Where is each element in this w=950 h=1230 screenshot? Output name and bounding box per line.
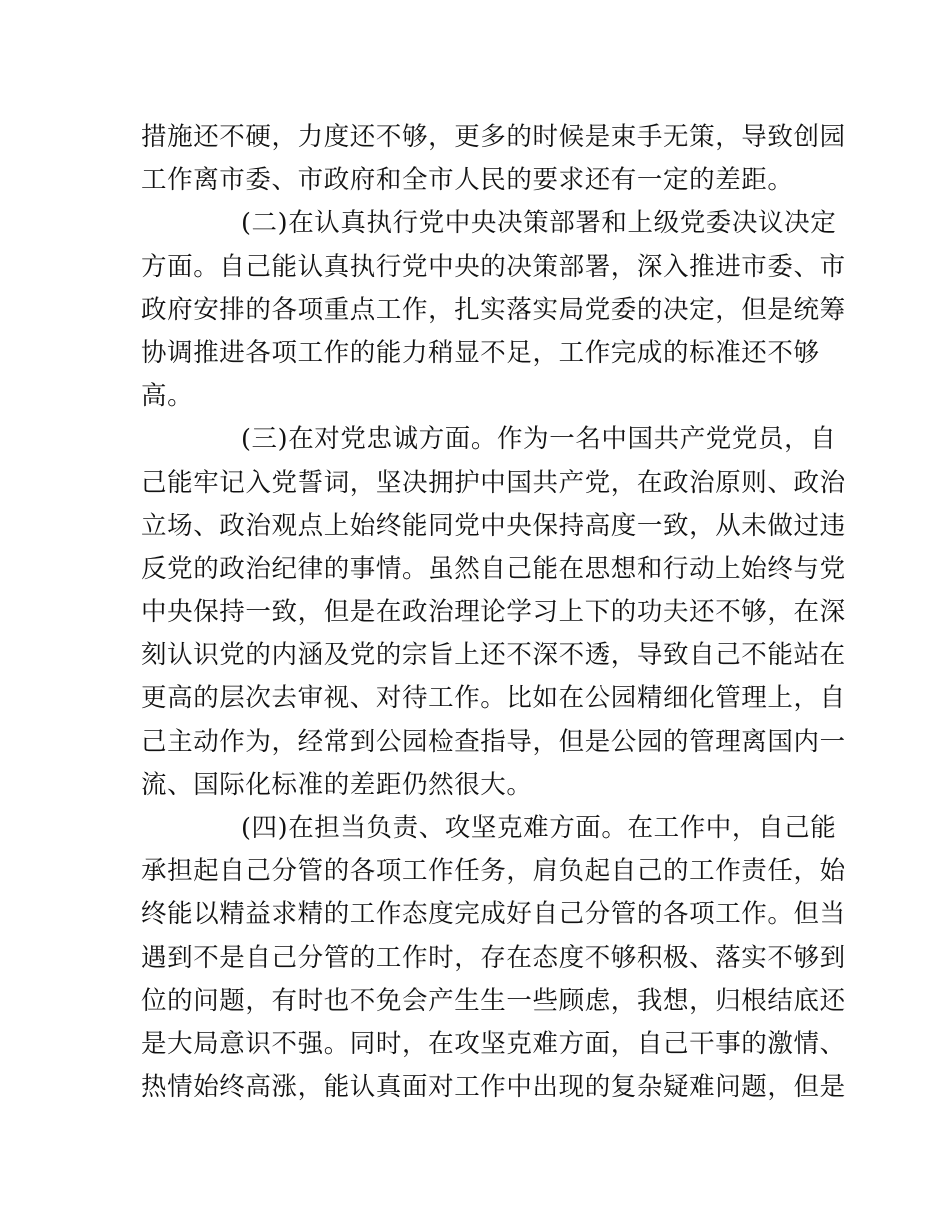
text-line: 工作离市委、市政府和全市人民的要求还有一定的差距。: [141, 165, 794, 196]
text-line: 方面。自己能认真执行党中央的决策部署，深入推进市委、市: [141, 251, 846, 282]
section-heading-line: (四)在担当负责、攻坚克难方面。在工作中，自己能: [241, 813, 837, 843]
paragraph-section-3: [141, 418, 846, 807]
text-line: 承担起自己分管的各项工作任务，肩负起自己的工作责任，始: [141, 856, 846, 887]
text-line: 高。: [141, 381, 194, 412]
text-line: 终能以精益求精的工作态度完成好自己分管的各项工作。但当: [141, 899, 846, 930]
text-line: 流、国际化标准的差距仍然很大。: [141, 769, 533, 800]
paragraph-section-4: [141, 807, 846, 1109]
text-line: 协调推进各项工作的能力稍显不足，工作完成的标准还不够: [141, 337, 820, 368]
text-line: 己能牢记入党誓词，坚决拥护中国共产党，在政治原则、政治: [141, 467, 846, 498]
section-heading-line: (三)在对党忠诚方面。作为一名中国共产党党员，自: [241, 424, 837, 455]
text-line: 政府安排的各项重点工作，扎实落实局党委的决定，但是统筹: [141, 294, 846, 325]
text-line: 措施还不硬，力度还不够，更多的时候是束手无策，导致创园: [141, 122, 846, 152]
text-line: 刻认识党的内涵及党的宗旨上还不深不透，导致自己不能站在: [141, 640, 846, 671]
text-line: 是大局意识不强。同时，在攻坚克难方面，自己干事的激情、: [141, 1028, 846, 1059]
text-line: 立场、政治观点上始终能同党中央保持高度一致，从未做过违: [141, 510, 846, 541]
paragraph-section-2: [141, 202, 846, 418]
text-line: 反党的政治纪律的事情。虽然自己能在思想和行动上始终与党: [141, 553, 846, 584]
paragraph-continuation: [141, 116, 846, 202]
text-line: 位的问题，有时也不免会产生生一些顾虑，我想，归根结底还: [141, 985, 846, 1016]
text-line: 遇到不是自己分管的工作时，存在态度不够积极、落实不够到: [141, 942, 846, 973]
document-body: [141, 116, 846, 1109]
section-heading-line: (二)在认真执行党中央决策部署和上级党委决议决定: [241, 208, 837, 239]
text-line: 中央保持一致，但是在政治理论学习上下的功夫还不够，在深: [141, 597, 846, 628]
text-line: 热情始终高涨，能认真面对工作中出现的复杂疑难问题，但是: [141, 1072, 846, 1103]
text-line: 己主动作为，经常到公园检查指导，但是公园的管理离国内一: [141, 726, 846, 757]
text-line: 更高的层次去审视、对待工作。比如在公园精细化管理上，自: [141, 683, 846, 714]
